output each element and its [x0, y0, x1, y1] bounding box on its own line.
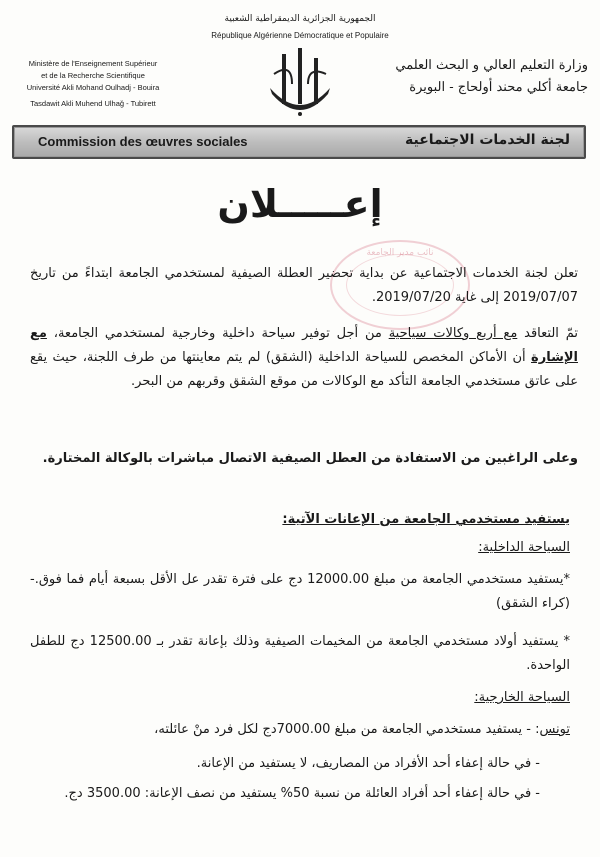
p2-part-c: من أجل توفير سياحة داخلية وخارجية لمستخدمي الجامعة، — [46, 326, 389, 341]
paragraph-contact: وعلى الراغبين من الاستفادة من العطل الصيفية الاتصال مباشرات بالوكالة المختارة. — [42, 451, 578, 466]
ministry-line-1: Ministère de l'Enseignement Supérieur — [28, 59, 158, 68]
header-republic-ar: الجمهورية الجزائرية الديمقراطية الشعبية — [224, 14, 376, 24]
domestic-tourism-heading: السياحة الداخلية: — [478, 540, 570, 555]
p2-part-d: مع الإشارة — [30, 326, 578, 365]
stamp-text: نائب مدير الجامعة — [366, 248, 434, 258]
banner-title-ar: لجنة الخدمات الاجتماعية — [405, 132, 570, 148]
header-republic-fr: République Algérienne Démocratique et Populaire — [211, 31, 389, 40]
p2-part-a: تمّ التعاقد — [517, 326, 579, 341]
announcement-title: إعـــــلان — [217, 182, 383, 226]
university-name-ar: جامعة أكلي محند أولحاج - البويرة — [409, 80, 588, 95]
university-name-tz: Tasdawit Akli Muhend Ulhaǧ - Tubirett — [30, 99, 156, 108]
foreign-benefit-1: - في حالة إعفاء أحد الأفراد من المصاريف، لا يستفيد من الإعانة. — [196, 756, 540, 771]
header-ministry-ar — [388, 55, 588, 99]
university-logo-icon — [262, 44, 338, 126]
paragraph-intro: تعلن لجنة الخدمات الاجتماعية عن بداية تحضير العطلة الصيفية لمستخدمي الجامعة ابتداءً من تاريخ 2019/07/07 إلى غاية 2019/07/20. — [30, 266, 578, 305]
domestic-benefit-2: * يستفيد أولاد مستخدمي الجامعة من المخيمات الصيفية وذلك بإعانة تقدر بـ 12500.00 دج للطفل الواحدة. — [30, 634, 571, 673]
foreign-benefit-2: - في حالة إعفاء أحد أفراد العائلة من نسبة 50% يستفيد من نصف الإعانة: 3500.00 دج. — [64, 786, 540, 801]
tunis-text: : - يستفيد مستخدمي الجامعة من مبلغ 7000.00دج لكل فرد منْ عائلته، — [154, 722, 540, 737]
university-name-fr: Université Akli Mohand Oulhadj - Bouira — [26, 83, 160, 92]
paragraph-agencies — [30, 322, 578, 394]
tunis-benefit — [30, 718, 570, 742]
tunis-label: تونس — [539, 722, 570, 737]
p2-part-e: أن الأماكن المخصص للسياحة الداخلية (الشقق) لم يتم معاينتها من طرف اللجنة، حيث يقع على عاتق مستخدمي الجامعة التأكد مع الوكالات من موقع الشقق وقربهم من البحر. — [30, 350, 578, 389]
foreign-tourism-heading: السياحة الخارجية: — [474, 690, 570, 705]
header-ministry-fr — [8, 58, 178, 110]
ministry-name-ar: وزارة التعليم العالي و البحث العلمي — [395, 58, 588, 73]
benefits-heading: يستفيد مستخدمي الجامعة من الإعانات الآتية: — [282, 512, 570, 527]
banner-title-fr: Commission des œuvres sociales — [38, 134, 248, 149]
domestic-benefit-1: *يستفيد مستخدمي الجامعة من مبلغ 12000.00 دج على فترة تقدر عل الأقل بسبعة أيام فما فوق.-(كراء الشقق) — [30, 572, 571, 611]
ministry-line-2: et de la Recherche Scientifique — [41, 71, 145, 80]
p2-part-b: مع أربع وكالات سياحية — [388, 326, 518, 341]
